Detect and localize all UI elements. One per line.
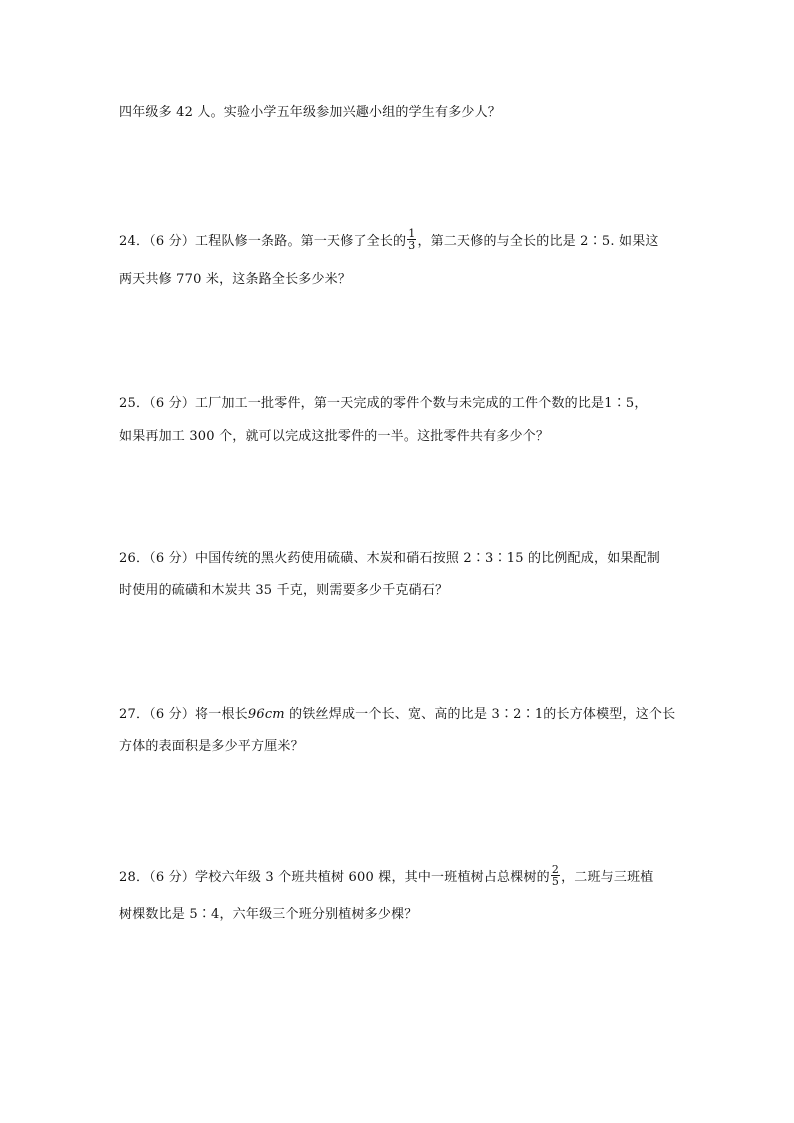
question-24-text-a: 24．（6 分）工程队修一条路。第一天修了全长的 [119,234,407,249]
question-25-line-1 [119,394,648,414]
question-25-text-b: 如果再加工 300 个，就可以完成这批零件的一半。这批零件共有多少个？ [119,429,550,444]
question-27-length-unit: cm [264,707,285,722]
question-28-line-1 [119,863,654,889]
question-27-length-value: 96 [247,707,265,722]
question-27-line-2 [119,737,304,757]
question-24-line-2 [119,270,351,290]
fraction-q24-denominator: 3 [408,239,416,252]
question-28-line-2 [119,905,417,925]
fraction-q24-numerator: 1 [408,227,416,240]
question-25-line-2 [119,427,549,447]
fraction-q28-denominator: 5 [551,875,560,888]
question-28-text-c: 树棵数比是 5∶4，六年级三个班分别植树多少棵？ [119,907,418,922]
fraction-q28-numerator: 2 [551,863,560,876]
question-26-line-2 [119,581,448,601]
question-26-line-1 [119,549,660,569]
question-24-line-1 [119,227,659,253]
question-26-text-a: 26．（6 分）中国传统的黑火药使用硫磺、木炭和硝石按照 2∶3∶15 的比例配成，如果配制 [119,551,660,566]
text-line-intro [119,103,501,123]
question-24-text-b: ，第二天修的与全长的比是 2∶5. 如果这 [417,234,659,249]
fraction-q28 [551,864,560,887]
question-24-text-c: 两天共修 770 米，这条路全长多少米？ [119,272,352,287]
question-26-text-b: 时使用的硫磺和木炭共 35 千克，则需要多少千克硝石？ [119,583,449,598]
fraction-q24 [407,228,416,251]
intro-text: 四年级多 42 人。实验小学五年级参加兴趣小组的学生有多少人？ [119,105,502,120]
question-28-text-b: ，二班与三班植 [561,870,654,885]
question-27-text-a1: 27．（6 分）将一根长 [119,707,248,722]
question-27-line-1 [119,705,675,725]
question-28-text-a: 28．（6 分）学校六年级 3 个班共植树 600 棵，其中一班植树占总棵树的 [119,870,550,885]
question-27-text-b: 方体的表面积是多少平方厘米？ [119,739,304,754]
question-27-text-a2: 的铁丝焊成一个长、宽、高的比是 3∶2∶1的长方体模型，这个长 [284,707,676,722]
question-25-text-a: 25．（6 分）工厂加工一批零件，第一天完成的零件个数与未完成的工件个数的比是1∶5， [119,396,648,411]
